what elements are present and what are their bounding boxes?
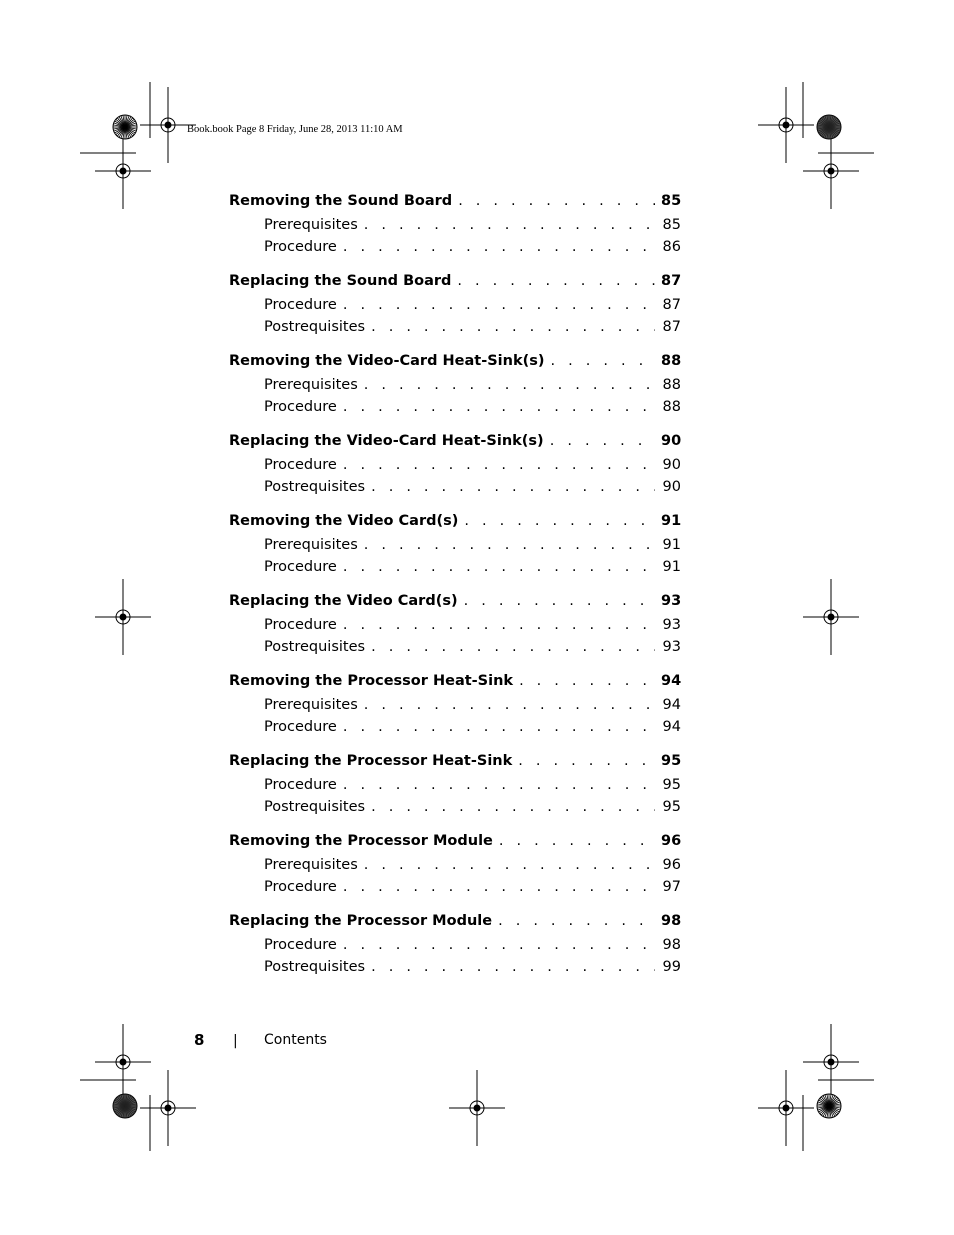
toc-sub-label: Procedure — [264, 297, 337, 313]
toc-heading-page: 85 — [661, 193, 682, 209]
toc-entry-sub[interactable] — [229, 534, 681, 556]
dot-leader — [457, 269, 655, 294]
toc-entry-sub[interactable] — [229, 614, 681, 636]
toc-sub-page: 91 — [662, 537, 681, 553]
toc-sub-label: Prerequisites — [264, 857, 358, 873]
registration-mark — [803, 133, 859, 209]
registration-mark — [140, 1070, 196, 1146]
color-calibration-dial — [817, 115, 841, 139]
toc-sub-page: 87 — [662, 297, 681, 313]
toc-sub-page: 91 — [662, 559, 681, 575]
page-footer — [194, 1031, 327, 1049]
toc-sub-label: Procedure — [264, 617, 337, 633]
toc-entry-sub[interactable] — [229, 294, 681, 316]
toc-entry-heading[interactable] — [229, 189, 681, 214]
toc-section — [229, 509, 681, 578]
toc-section — [229, 829, 681, 898]
dot-leader — [343, 716, 655, 738]
toc-sub-page: 88 — [662, 377, 681, 393]
registration-mark — [758, 1070, 814, 1146]
toc-heading-page: 93 — [661, 593, 682, 609]
toc-entry-heading[interactable] — [229, 669, 681, 694]
toc-heading-title: Replacing the Video Card(s) — [229, 593, 458, 609]
toc-heading-page: 87 — [661, 273, 682, 289]
dot-leader — [343, 934, 655, 956]
toc-section — [229, 189, 681, 258]
toc-entry-sub[interactable] — [229, 854, 681, 876]
dot-leader — [498, 909, 655, 934]
toc-sub-label: Procedure — [264, 777, 337, 793]
toc-sub-page: 95 — [662, 777, 681, 793]
registration-mark — [95, 133, 151, 209]
dot-leader — [371, 476, 655, 498]
toc-entry-sub[interactable] — [229, 956, 681, 978]
toc-entry-sub[interactable] — [229, 396, 681, 418]
toc-sub-label: Prerequisites — [264, 217, 358, 233]
dot-leader — [464, 589, 655, 614]
toc-sub-page: 95 — [662, 799, 681, 815]
registration-mark — [758, 87, 814, 163]
toc-sub-label: Procedure — [264, 879, 337, 895]
toc-section — [229, 909, 681, 978]
toc-entry-sub[interactable] — [229, 236, 681, 258]
toc-sub-label: Procedure — [264, 457, 337, 473]
toc-heading-page: 98 — [661, 913, 682, 929]
toc-entry-sub[interactable] — [229, 876, 681, 898]
dot-leader — [519, 669, 655, 694]
toc-sub-page: 97 — [662, 879, 681, 895]
dot-leader — [343, 396, 655, 418]
toc-entry-heading[interactable] — [229, 269, 681, 294]
toc-entry-heading[interactable] — [229, 589, 681, 614]
toc-heading-title: Replacing the Processor Module — [229, 913, 493, 929]
footer-separator: | — [233, 1033, 238, 1049]
toc-heading-page: 91 — [661, 513, 682, 529]
toc-entry-sub[interactable] — [229, 374, 681, 396]
dot-leader — [343, 294, 655, 316]
dot-leader — [364, 374, 655, 396]
toc-entry-sub[interactable] — [229, 556, 681, 578]
toc-sub-label: Procedure — [264, 719, 337, 735]
toc-sub-label: Prerequisites — [264, 697, 358, 713]
toc-sub-page: 86 — [662, 239, 681, 255]
toc-section — [229, 669, 681, 738]
toc-entry-sub[interactable] — [229, 316, 681, 338]
toc-heading-title: Removing the Processor Module — [229, 833, 493, 849]
toc-heading-title: Removing the Video-Card Heat-Sink(s) — [229, 353, 545, 369]
toc-entry-sub[interactable] — [229, 796, 681, 818]
registration-mark — [95, 1024, 151, 1100]
toc-entry-heading[interactable] — [229, 509, 681, 534]
toc-entry-heading[interactable] — [229, 909, 681, 934]
toc-heading-page: 96 — [661, 833, 682, 849]
toc-sub-page: 98 — [662, 937, 681, 953]
toc-entry-sub[interactable] — [229, 716, 681, 738]
toc-entry-heading[interactable] — [229, 429, 681, 454]
toc-entry-sub[interactable] — [229, 454, 681, 476]
toc-heading-title: Removing the Video Card(s) — [229, 513, 459, 529]
registration-mark — [95, 579, 151, 655]
dot-leader — [371, 636, 655, 658]
dot-leader — [371, 956, 655, 978]
toc-section — [229, 589, 681, 658]
page-number: 8 — [194, 1031, 205, 1049]
toc-sub-page: 87 — [662, 319, 681, 335]
toc-sub-label: Postrequisites — [264, 959, 366, 975]
registration-mark — [803, 1024, 859, 1100]
dot-leader — [343, 774, 655, 796]
toc-sub-label: Procedure — [264, 399, 337, 415]
dot-leader — [364, 694, 655, 716]
toc-heading-title: Removing the Processor Heat-Sink — [229, 673, 514, 689]
toc-heading-title: Replacing the Video-Card Heat-Sink(s) — [229, 433, 544, 449]
footer-section-label: Contents — [264, 1032, 327, 1048]
dot-leader — [364, 534, 655, 556]
toc-heading-title: Removing the Sound Board — [229, 193, 453, 209]
color-calibration-dial — [113, 115, 137, 139]
toc-section — [229, 429, 681, 498]
toc-sub-label: Procedure — [264, 559, 337, 575]
dot-leader — [343, 236, 655, 258]
dot-leader — [343, 454, 655, 476]
toc-sub-label: Procedure — [264, 937, 337, 953]
toc-sub-label: Prerequisites — [264, 537, 358, 553]
color-calibration-dial — [113, 1094, 137, 1118]
toc-sub-label: Prerequisites — [264, 377, 358, 393]
color-calibration-dial — [817, 1094, 841, 1118]
toc-sub-page: 85 — [662, 217, 681, 233]
dot-leader — [550, 349, 655, 374]
dot-leader — [550, 429, 655, 454]
toc-entry-sub[interactable] — [229, 934, 681, 956]
toc-entry-sub[interactable] — [229, 214, 681, 236]
toc-sub-label: Postrequisites — [264, 799, 366, 815]
toc-section — [229, 749, 681, 818]
print-header-note: Book.book Page 8 Friday, June 28, 2013 11:10 AM — [187, 124, 403, 135]
toc-heading-page: 90 — [661, 433, 682, 449]
toc-sub-page: 90 — [662, 479, 681, 495]
toc-sub-label: Postrequisites — [264, 479, 366, 495]
dot-leader — [518, 749, 655, 774]
dot-leader — [499, 829, 655, 854]
toc-entry-heading[interactable] — [229, 829, 681, 854]
dot-leader — [343, 614, 655, 636]
dot-leader — [464, 509, 655, 534]
toc-sub-page: 88 — [662, 399, 681, 415]
dot-leader — [371, 316, 655, 338]
toc-heading-page: 88 — [661, 353, 682, 369]
toc-heading-page: 94 — [661, 673, 682, 689]
toc-section — [229, 349, 681, 418]
toc-sub-page: 93 — [662, 639, 681, 655]
toc-entry-sub[interactable] — [229, 774, 681, 796]
toc-heading-title: Replacing the Processor Heat-Sink — [229, 753, 513, 769]
toc-heading-page: 95 — [661, 753, 682, 769]
toc-section — [229, 269, 681, 338]
dot-leader — [343, 556, 655, 578]
toc-sub-label: Postrequisites — [264, 319, 366, 335]
toc-entry-heading[interactable] — [229, 349, 681, 374]
toc-sub-page: 93 — [662, 617, 681, 633]
toc-entry-sub[interactable] — [229, 636, 681, 658]
toc-sub-page: 96 — [662, 857, 681, 873]
registration-mark — [449, 1070, 505, 1146]
toc-entry-heading[interactable] — [229, 749, 681, 774]
toc-sub-page: 94 — [662, 719, 681, 735]
toc-sub-page: 94 — [662, 697, 681, 713]
toc-heading-title: Replacing the Sound Board — [229, 273, 452, 289]
dot-leader — [343, 876, 655, 898]
toc-sub-page: 90 — [662, 457, 681, 473]
dot-leader — [364, 854, 655, 876]
toc-entry-sub[interactable] — [229, 694, 681, 716]
dot-leader — [458, 189, 655, 214]
dot-leader — [364, 214, 655, 236]
toc-sub-label: Postrequisites — [264, 639, 366, 655]
dot-leader — [371, 796, 655, 818]
toc-entry-sub[interactable] — [229, 476, 681, 498]
registration-mark — [803, 579, 859, 655]
toc-sub-label: Procedure — [264, 239, 337, 255]
toc-sub-page: 99 — [662, 959, 681, 975]
table-of-contents — [229, 189, 681, 989]
